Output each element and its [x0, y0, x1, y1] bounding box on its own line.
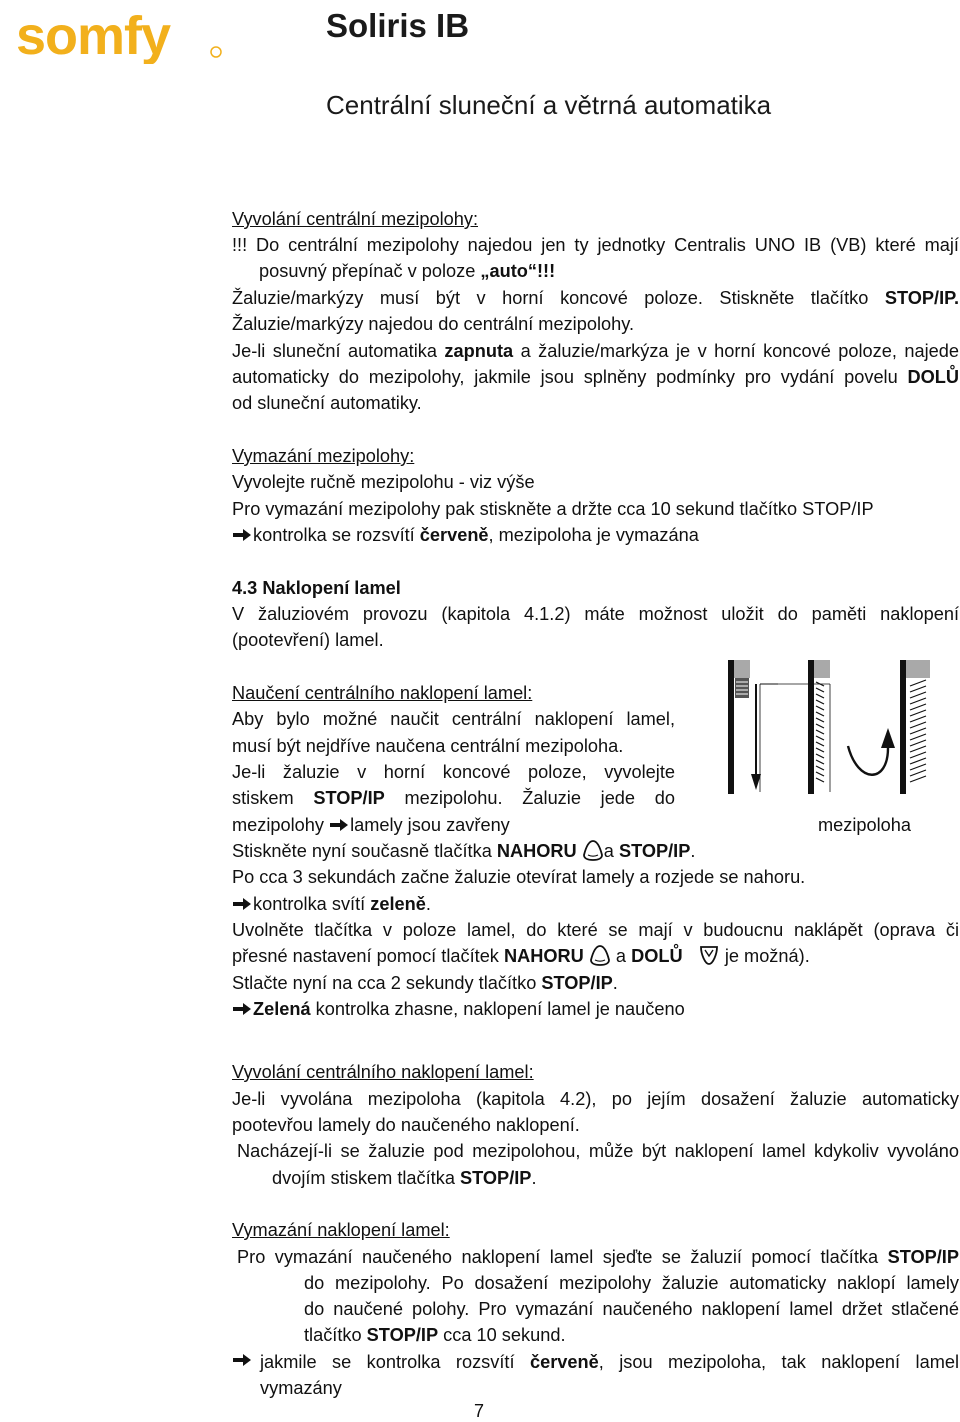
diagram-label-midposition: mezipoloha	[818, 815, 912, 835]
document-title: Soliris IB	[326, 7, 470, 44]
paragraph-line: Aby bylo možné naučit centrální naklopení lamel,	[232, 709, 675, 729]
somfy-logo	[14, 6, 224, 64]
paragraph-line: Je-li sluneční automatika zapnuta a žaluzie/markýza je v horní koncové poloze, najede	[232, 341, 959, 361]
paragraph-line: Je-li vyvolána mezipoloha (kapitola 4.2), po jejím dosažení žaluzie automaticky	[232, 1089, 959, 1109]
paragraph-line: Stlačte nyní na cca 2 sekundy tlačítko STOP/IP.	[232, 973, 618, 993]
svg-text:somfy: somfy	[16, 6, 171, 64]
section-heading-lamella-tilt: 4.3 Naklopení lamel	[232, 578, 401, 598]
blind-rail-1	[728, 660, 734, 794]
section-heading-delete-midposition: Vymazání mezipolohy:	[232, 446, 415, 466]
section-heading-delete-tilt: Vymazání naklopení lamel:	[232, 1220, 450, 1240]
arrow-right-icon	[232, 1002, 252, 1016]
arrow-right-icon-wrap	[232, 1353, 253, 1371]
paragraph-line: stiskem STOP/IP mezipolohu. Žaluzie jede do	[232, 788, 675, 808]
paragraph-line: od sluneční automatiky.	[232, 393, 422, 413]
paragraph-line: musí být nejdříve naučena centrální mezipoloha.	[232, 736, 624, 756]
page-number: 7	[474, 1401, 485, 1421]
section-heading-call-midposition: Vyvolání centrální mezipolohy:	[232, 209, 478, 229]
paragraph-line: vymazány	[260, 1378, 342, 1398]
paragraph-line: (pootevření) lamel.	[232, 630, 384, 650]
paragraph-line: automaticky do mezipolohy, jakmile jsou splněny podmínky pro vydání povelu DOLŮ	[232, 367, 959, 387]
paragraph-line: posuvný přepínač v poloze „auto“!!!	[259, 261, 556, 281]
arrow-right-icon	[329, 818, 349, 832]
paragraph-line: do naučené polohy. Pro vymazání naučeného naklopení lamel držet stlačené	[304, 1299, 959, 1319]
paragraph-line: tlačítko STOP/IP cca 10 sekund.	[304, 1325, 566, 1345]
arrow-right-icon	[232, 1353, 252, 1367]
paragraph-line: jakmile se kontrolka rozsvítí červeně, jsou mezipoloha, tak naklopení lamel	[260, 1352, 959, 1372]
paragraph-line: Vyvolejte ručně mezipolohu - viz výše	[232, 472, 535, 492]
up-button-icon	[589, 944, 611, 966]
paragraph-line: kontrolka se rozsvítí červeně, mezipoloha je vymazána	[232, 522, 959, 548]
paragraph-line: Žaluzie/markýzy musí být v horní koncové poloze. Stiskněte tlačítko STOP/IP.	[232, 288, 959, 308]
paragraph-line: Žaluzie/markýzy najedou do centrální mezipolohy.	[232, 314, 635, 334]
section-heading-learn-tilt: Naučení centrálního naklopení lamel:	[232, 683, 533, 703]
paragraph-line: dvojím stiskem tlačítka STOP/IP.	[272, 1168, 537, 1188]
down-button-icon	[698, 944, 720, 966]
paragraph-line: mezipolohy lamely jsou zavřeny	[232, 815, 510, 835]
paragraph-line: Zelená kontrolka zhasne, naklopení lamel je naučeno	[232, 996, 959, 1022]
paragraph-line: do mezipolohy. Po dosažení mezipolohy žaluzie automaticky naklopí lamely	[304, 1273, 959, 1293]
paragraph-line: přesné nastavení pomocí tlačítek NAHORU a DOLŮ je možná).	[232, 946, 810, 966]
paragraph-line: Pro vymazání naučeného naklopení lamel sjeďte se žaluzií pomocí tlačítka STOP/IP	[237, 1247, 959, 1267]
paragraph-line: Stiskněte nyní současně tlačítka NAHORU a STOP/IP.	[232, 841, 696, 861]
blind-positions-diagram	[718, 656, 938, 794]
arrow-right-icon	[232, 897, 252, 911]
document-subtitle: Centrální sluneční a větrná automatika	[326, 90, 772, 120]
up-button-icon	[582, 839, 604, 861]
arrow-right-icon	[232, 528, 252, 542]
blind-rail-2	[808, 660, 814, 794]
paragraph-line: kontrolka svítí zeleně.	[232, 891, 959, 917]
paragraph-line: Nacházejí-li se žaluzie pod mezipolohou, může být naklopení lamel kdykoliv vyvoláno	[237, 1141, 959, 1161]
section-heading-call-tilt: Vyvolání centrálního naklopení lamel:	[232, 1062, 534, 1082]
paragraph-line: pootevřou lamely do naučeného naklopení.	[232, 1115, 580, 1135]
paragraph-line: !!! Do centrální mezipolohy najedou jen ty jednotky Centralis UNO IB (VB) které mají	[232, 235, 959, 255]
paragraph-line: Po cca 3 sekundách začne žaluzie otevírat lamely a rozjede se nahoru.	[232, 867, 806, 887]
paragraph-line: Je-li žaluzie v horní koncové poloze, vyvolejte	[232, 762, 675, 782]
paragraph-line: V žaluziovém provozu (kapitola 4.1.2) máte možnost uložit do paměti naklopení	[232, 604, 959, 624]
turn-arrow	[848, 746, 888, 775]
paragraph-line: Pro vymazání mezipolohy pak stiskněte a držte cca 10 sekund tlačítko STOP/IP	[232, 499, 874, 519]
blind-rail-3	[900, 660, 906, 794]
paragraph-line: Uvolněte tlačítka v poloze lamel, do které se mají v budoucnu naklápět (oprava či	[232, 920, 959, 940]
